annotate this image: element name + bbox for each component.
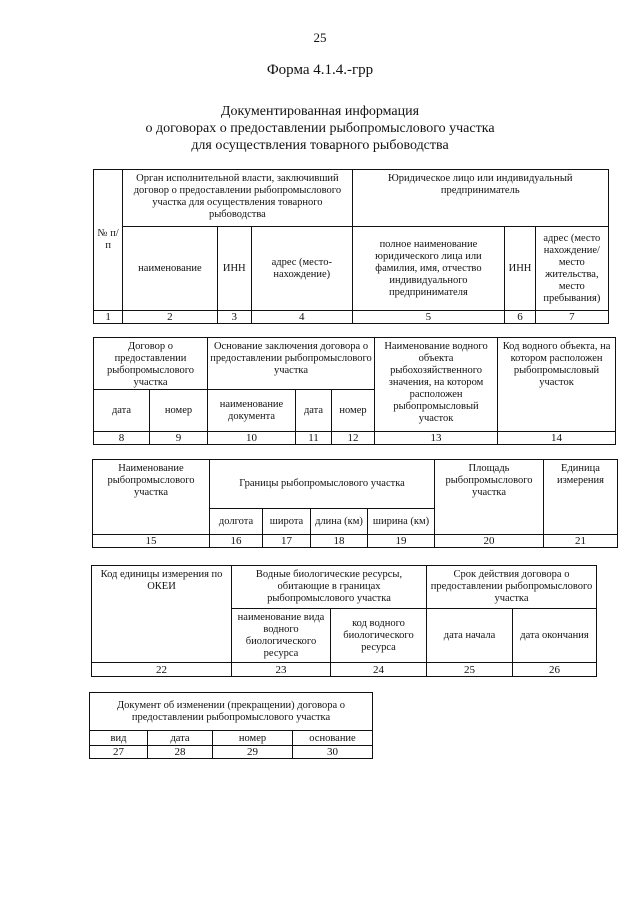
header-number: номер bbox=[213, 731, 293, 746]
column-number: 20 bbox=[435, 535, 544, 548]
column-number: 15 bbox=[93, 535, 210, 548]
column-number: 25 bbox=[427, 663, 513, 677]
column-number: 18 bbox=[311, 535, 368, 548]
column-number: 11 bbox=[296, 432, 332, 445]
column-number: 1 bbox=[94, 311, 123, 324]
column-number: 24 bbox=[331, 663, 427, 677]
header-entity-inn: ИНН bbox=[505, 227, 535, 311]
header-contract: Договор о предоставлении рыбопромыслового участка bbox=[94, 338, 208, 390]
column-number: 5 bbox=[352, 311, 505, 324]
header-authority: Орган исполнительной власти, заключивший договор о предоставлении рыбопромыслового участка для осуществления товарного рыбоводства bbox=[123, 170, 352, 227]
column-number: 8 bbox=[94, 432, 150, 445]
header-basis-number: номер bbox=[332, 390, 375, 432]
header-borders: Границы рыбопромыслового участка bbox=[210, 460, 435, 509]
column-number: 6 bbox=[505, 311, 535, 324]
header-authority-name: наименование bbox=[123, 227, 217, 311]
column-number: 19 bbox=[368, 535, 435, 548]
table-organizations bbox=[93, 169, 609, 324]
column-number: 23 bbox=[232, 663, 331, 677]
column-number: 27 bbox=[90, 746, 148, 759]
table-site-borders bbox=[92, 459, 618, 548]
column-number: 12 bbox=[332, 432, 375, 445]
header-water-code: Код водного объекта, на котором расположен рыбопромысловый участок bbox=[498, 338, 616, 432]
header-entity-fullname: полное наименование юридического лица или фамилия, имя, отчество индивидуального предпринимателя bbox=[352, 227, 505, 311]
column-number: 9 bbox=[150, 432, 208, 445]
page-number: 25 bbox=[313, 30, 327, 45]
column-number: 16 bbox=[210, 535, 263, 548]
header-bio-resources: Водные биологические ресурсы, обитающие в границах рыбопромыслового участка bbox=[232, 566, 427, 609]
header-latitude: широта bbox=[263, 509, 311, 535]
header-width: ширина (км) bbox=[368, 509, 435, 535]
header-water-object: Наименование водного объекта рыбохозяйственного значения, на котором расположен рыбопромысловый участок bbox=[375, 338, 498, 432]
header-authority-inn: ИНН bbox=[217, 227, 252, 311]
header-basis-date: дата bbox=[296, 390, 332, 432]
column-number: 28 bbox=[148, 746, 213, 759]
column-number: 14 bbox=[498, 432, 616, 445]
title-line-2: о договорах о предоставлении рыбопромыслового участка bbox=[145, 121, 495, 136]
header-entity-address: адрес (место нахождение/ место жительства, место пребывания) bbox=[535, 227, 608, 311]
header-kind: вид bbox=[90, 731, 148, 746]
table-contracts bbox=[93, 337, 616, 445]
header-area: Площадь рыбопромыслового участка bbox=[435, 460, 544, 535]
column-number: 10 bbox=[208, 432, 296, 445]
header-longitude: долгота bbox=[210, 509, 263, 535]
document-title bbox=[0, 103, 640, 154]
header-start-date: дата начала bbox=[427, 609, 513, 663]
header-document: Документ об изменении (прекращении) договора о предоставлении рыбопромыслового участка bbox=[90, 693, 373, 731]
column-number: 3 bbox=[217, 311, 252, 324]
header-basis: Основание заключения договора о предоставлении рыбопромыслового участка bbox=[208, 338, 375, 390]
title-line-1: Документированная информация bbox=[220, 104, 420, 119]
header-legal-entity: Юридическое лицо или индивидуальный предприниматель bbox=[352, 170, 608, 227]
column-number: 21 bbox=[544, 535, 618, 548]
table-bio-resources bbox=[91, 565, 597, 677]
column-number: 2 bbox=[123, 311, 217, 324]
header-site-name: Наименование рыбопромыслового участка bbox=[93, 460, 210, 535]
header-bio-code: код водного биологического ресурса bbox=[331, 609, 427, 663]
form-code: Форма 4.1.4.-грр bbox=[266, 62, 374, 78]
column-number: 17 bbox=[263, 535, 311, 548]
header-number: № п/п bbox=[94, 170, 123, 311]
title-line-3: для осуществления товарного рыбоводства bbox=[191, 138, 449, 153]
header-length: длина (км) bbox=[311, 509, 368, 535]
header-okei-code: Код единицы измерения по ОКЕИ bbox=[92, 566, 232, 663]
header-end-date: дата окончания bbox=[513, 609, 597, 663]
header-date: дата bbox=[148, 731, 213, 746]
header-authority-address: адрес (место-нахождение) bbox=[252, 227, 352, 311]
column-number: 22 bbox=[92, 663, 232, 677]
column-number: 30 bbox=[293, 746, 373, 759]
column-number: 29 bbox=[213, 746, 293, 759]
header-unit: Единица измерения bbox=[544, 460, 618, 535]
header-term: Срок действия договора о предоставлении рыбопромыслового участка bbox=[427, 566, 597, 609]
column-number: 13 bbox=[375, 432, 498, 445]
table-contract-changes bbox=[89, 692, 373, 759]
header-bio-name: наименование вида водного биологического ресурса bbox=[232, 609, 331, 663]
column-number: 4 bbox=[252, 311, 352, 324]
column-number: 26 bbox=[513, 663, 597, 677]
header-contract-date: дата bbox=[94, 390, 150, 432]
header-basis-docname: наименование документа bbox=[208, 390, 296, 432]
column-number: 7 bbox=[535, 311, 608, 324]
header-contract-number: номер bbox=[150, 390, 208, 432]
header-basis: основание bbox=[293, 731, 373, 746]
